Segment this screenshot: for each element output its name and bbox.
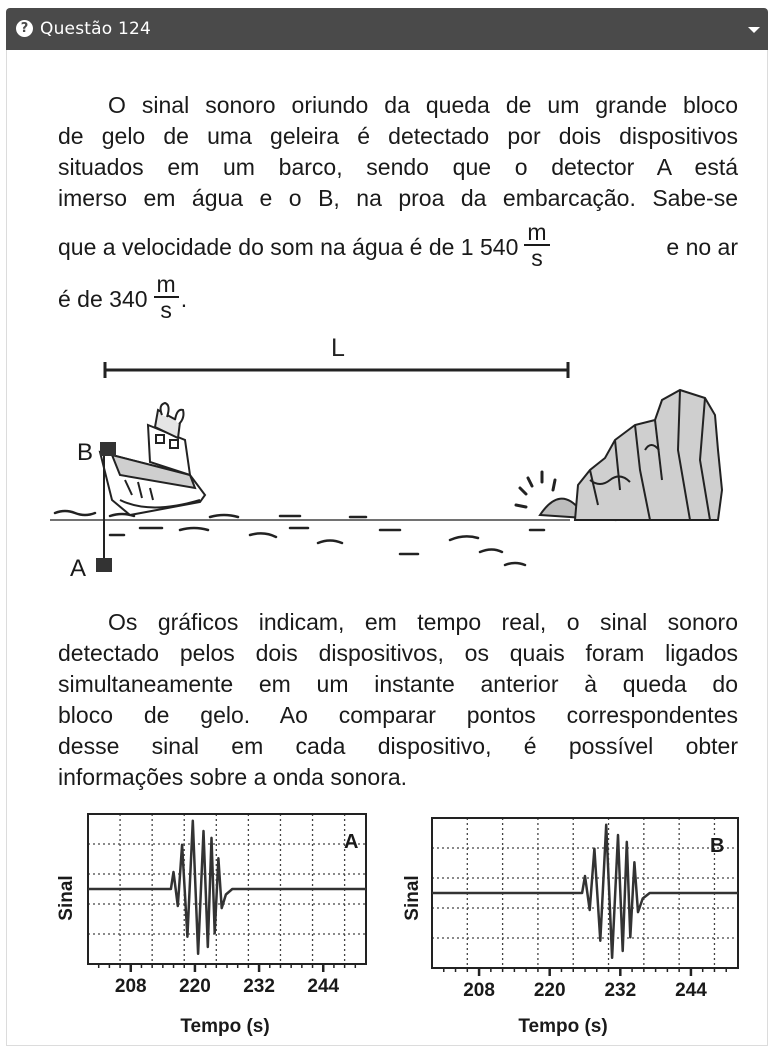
graphs-line: Os gráficos indicam, em tempo real, o sinal sonoro bbox=[108, 609, 738, 635]
x-tick-label: 208 bbox=[463, 980, 495, 1001]
x-tick-label: 244 bbox=[675, 980, 707, 1001]
unit-numerator: m bbox=[154, 272, 179, 298]
caret-down-icon[interactable] bbox=[748, 27, 760, 33]
detector-a-label: A bbox=[70, 555, 87, 582]
detector-a-box bbox=[96, 558, 112, 572]
intro-line: O sinal sonoro oriundo da queda de um grande bloco bbox=[108, 92, 738, 118]
intro-text: é de 340 bbox=[58, 285, 148, 312]
distance-label: L bbox=[331, 334, 345, 362]
question-header[interactable] bbox=[6, 8, 768, 50]
glacier-drawing bbox=[575, 390, 722, 520]
signal-chart-a bbox=[50, 808, 372, 1040]
boat-drawing bbox=[100, 403, 205, 515]
chart-x-label: Tempo (s) bbox=[180, 1016, 270, 1037]
intro-text: que a velocidade do som na água é de 1 540 bbox=[58, 233, 519, 260]
x-tick-label: 232 bbox=[243, 976, 275, 997]
chart-panel-label: B bbox=[710, 835, 725, 857]
intro-text: . bbox=[180, 285, 188, 312]
graphs-line: bloco de gelo. Ao comparar pontos correspondentes bbox=[58, 702, 738, 728]
glacier-scene bbox=[50, 330, 740, 585]
chart-y-label: Sinal bbox=[56, 875, 77, 921]
chart-x-label: Tempo (s) bbox=[518, 1016, 608, 1037]
intro-text: e no ar bbox=[666, 233, 738, 260]
intro-line-speed bbox=[58, 219, 738, 272]
intro-line-air bbox=[58, 271, 188, 324]
detector-b-label: B bbox=[77, 439, 94, 466]
graphs-line: desse sinal em cada dispositivo, é possível obter bbox=[58, 733, 738, 759]
unit-fraction bbox=[524, 220, 549, 270]
intro-line: de gelo de uma geleira é detectado por dois dispositivos bbox=[58, 123, 738, 149]
graphs-line: informações sobre a onda sonora. bbox=[58, 764, 408, 790]
x-tick-label: 220 bbox=[179, 976, 211, 997]
chart-panel-label: A bbox=[344, 831, 359, 853]
splash-drawing bbox=[516, 472, 555, 507]
x-tick-label: 244 bbox=[307, 976, 340, 997]
graphs-paragraph bbox=[58, 607, 738, 793]
intro-line: imerso em água e o B, na proa da embarcação. Sabe-se bbox=[58, 185, 738, 211]
detector-b-box bbox=[100, 442, 116, 456]
signal-chart-b bbox=[398, 808, 743, 1040]
unit-denominator: s bbox=[160, 297, 172, 323]
unit-denominator: s bbox=[531, 245, 543, 271]
intro-line: situados em um barco, sendo que o detector A está bbox=[58, 154, 738, 180]
intro-paragraph bbox=[58, 90, 738, 214]
graphs-line: simultaneamente em um instante anterior à queda do bbox=[58, 671, 738, 697]
unit-fraction bbox=[154, 272, 179, 322]
chart-y-label: Sinal bbox=[402, 875, 423, 921]
question-circle-icon: ? bbox=[16, 20, 33, 37]
x-tick-label: 232 bbox=[604, 980, 637, 1001]
x-tick-label: 220 bbox=[533, 980, 566, 1001]
question-title: Questão 124 bbox=[40, 19, 152, 39]
graphs-line: detectado pelos dois dispositivos, os quais foram ligados bbox=[58, 640, 738, 666]
water-waves bbox=[55, 511, 544, 565]
x-tick-label: 208 bbox=[114, 976, 147, 997]
unit-numerator: m bbox=[524, 220, 549, 246]
